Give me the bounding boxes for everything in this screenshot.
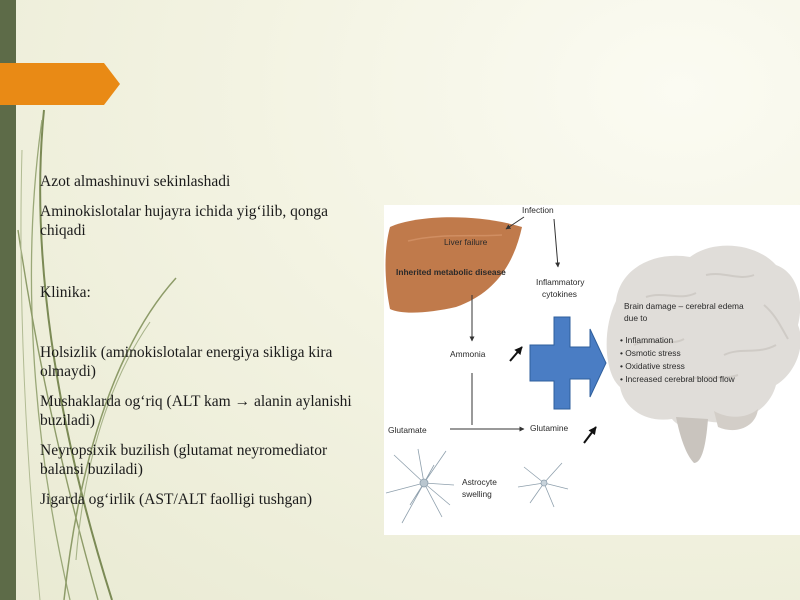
bullet-nitrogen: Azot almashinuvi sekinlashadi [40,173,231,190]
label-glutamate: Glutamate [388,425,427,435]
label-astrocyte-1: Astrocyte [462,477,497,487]
label-infection: Infection [522,205,554,215]
bullet-clinic-heading: Klinika: [40,284,91,301]
bullet-neuropsychic: Neyropsixik buzilish (glutamat neyromediator balansi buziladi) [40,442,328,478]
bullet-amino-acids: Aminokislotalar hujayra ichida yig‘ilib, qonga chiqadi [40,203,328,239]
blue-cross-arrow [530,317,606,409]
diagram-svg [384,205,800,535]
label-inherited-disease: Inherited metabolic disease [396,267,506,277]
liver-icon [386,217,523,312]
label-brain-damage: Brain damage – cerebral edema [624,301,744,311]
pathophysiology-diagram [384,205,800,535]
brain-item-osmotic: • Osmotic stress [620,348,681,358]
brain-item-blood-flow: • Increased cerebral blood flow [620,374,735,384]
arrow-infection-cytokines [554,219,558,267]
label-due-to: due to [624,313,648,323]
label-cytokines-2: cytokines [542,289,577,299]
label-glutamine: Glutamine [530,423,569,433]
label-liver-failure: Liver failure [444,237,488,247]
bullet-liver-heaviness: Jigarda og‘irlik (AST/ALT faolligi tushgan) [40,491,313,508]
bullet-weakness: Holsizlik (aminokislotalar energiya sikliga kira olmaydi) [40,344,333,380]
brain-item-oxidative: • Oxidative stress [620,361,685,371]
orange-accent-tab [0,63,120,105]
arrow-ammonia-up [510,347,522,361]
label-astrocyte-2: swelling [462,489,492,499]
slide-text-content [40,172,360,509]
arrow-glutamine-up [584,427,596,443]
label-ammonia: Ammonia [450,349,486,359]
label-cytokines-1: Inflammatory [536,277,585,287]
bullet-muscle-pain: Mushaklarda og‘riq (ALT kam → alanin aylanishi buziladi) [40,393,352,429]
brain-item-inflammation: • Inflammation [620,335,674,345]
